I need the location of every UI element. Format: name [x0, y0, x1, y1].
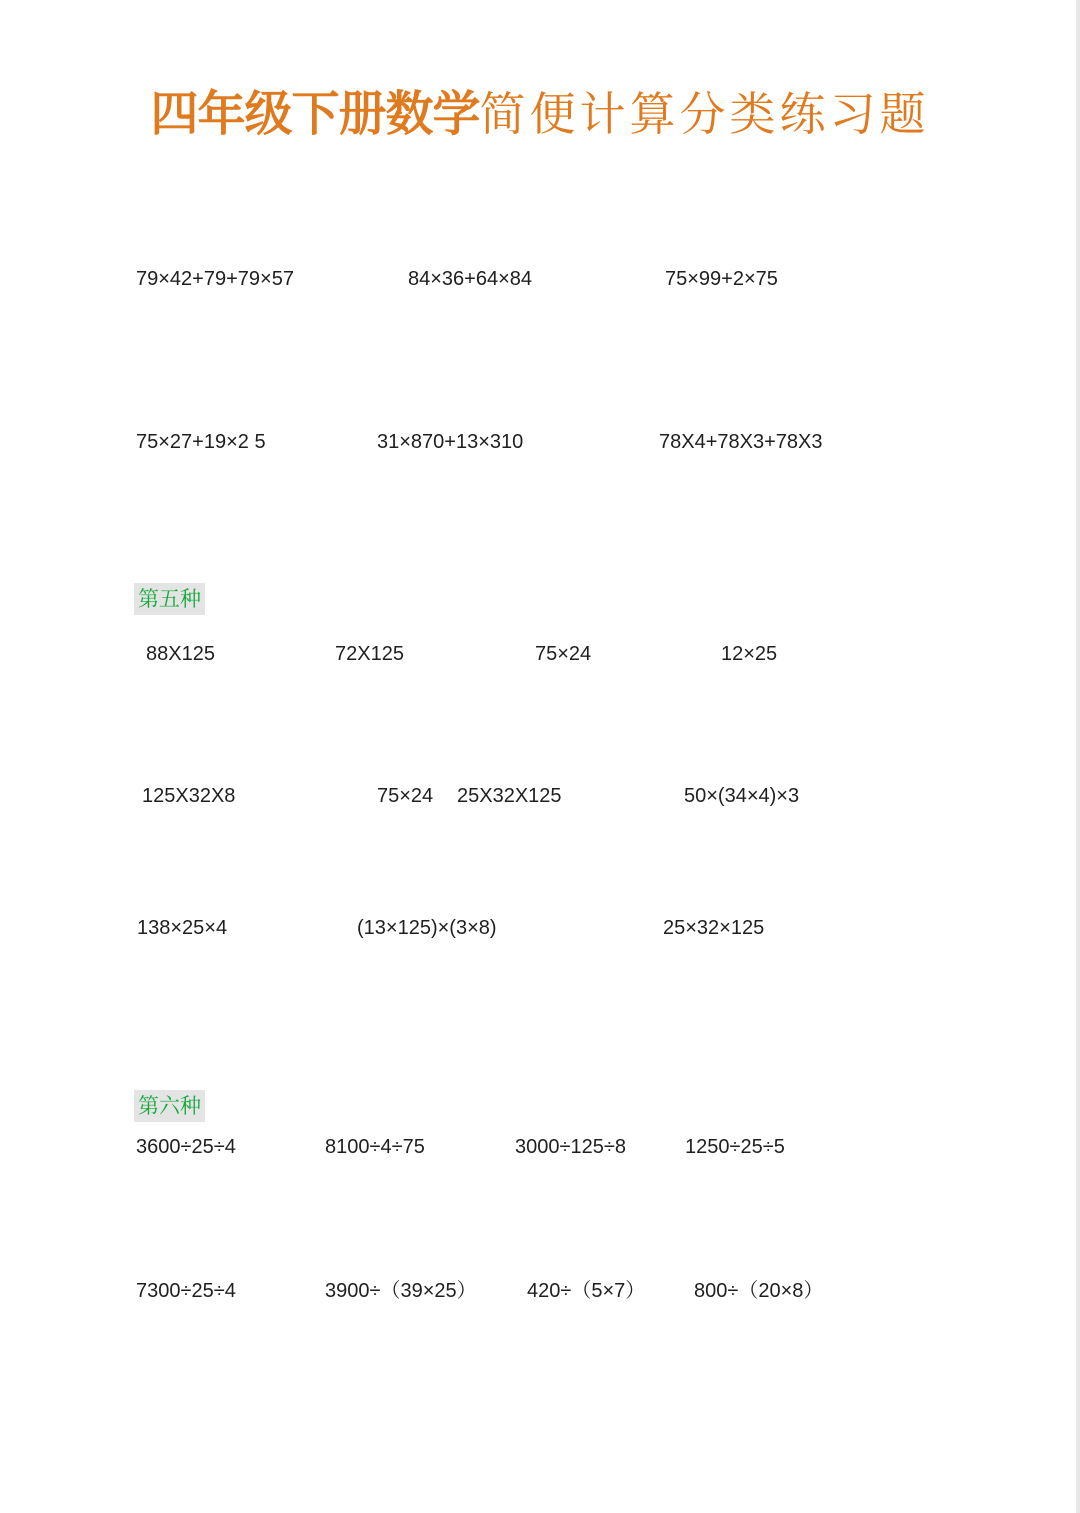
page-title — [0, 84, 1080, 155]
problem-item: 125X32X8 — [142, 785, 236, 807]
page-edge — [1076, 0, 1080, 1513]
problem-item: 420÷（5×7） — [527, 1280, 646, 1302]
problem-item: 79×42+79+79×57 — [136, 268, 294, 290]
problem-item: 138×25×4 — [137, 917, 228, 939]
problem-item: 72X125 — [335, 643, 404, 665]
problem-item: 800÷（20×8） — [694, 1280, 824, 1302]
problem-item: 3900÷（39×25） — [325, 1280, 477, 1302]
problem-item: 75×24 — [535, 643, 592, 665]
section-label-6: 第六种 — [134, 1090, 205, 1122]
problem-item: 88X125 — [146, 643, 215, 665]
problem-item: 25X32X125 — [457, 785, 562, 807]
title-light-part: 简便计算分类练习题 — [479, 87, 930, 141]
problem-item: 8100÷4÷75 — [325, 1136, 425, 1158]
problem-item: 3600÷25÷4 — [136, 1136, 236, 1158]
problem-item: 3000÷125÷8 — [515, 1136, 626, 1158]
problem-item: (13×125)×(3×8) — [357, 917, 497, 939]
problem-item: 75×24 — [377, 785, 434, 807]
title-bold-part: 四年级下册数学 — [150, 86, 480, 142]
problem-item: 75×99+2×75 — [665, 268, 778, 290]
problem-item: 12×25 — [721, 643, 778, 665]
problem-item: 84×36+64×84 — [408, 268, 533, 290]
problem-item: 50×(34×4)×3 — [684, 785, 800, 807]
section-label-5: 第五种 — [134, 583, 205, 615]
problem-item: 78X4+78X3+78X3 — [659, 431, 823, 453]
problem-item: 25×32×125 — [663, 917, 765, 939]
problem-item: 1250÷25÷5 — [685, 1136, 785, 1158]
problem-item: 75×27+19×2 5 — [136, 431, 266, 453]
problem-item: 31×870+13×310 — [377, 431, 524, 453]
problem-item: 7300÷25÷4 — [136, 1280, 236, 1302]
